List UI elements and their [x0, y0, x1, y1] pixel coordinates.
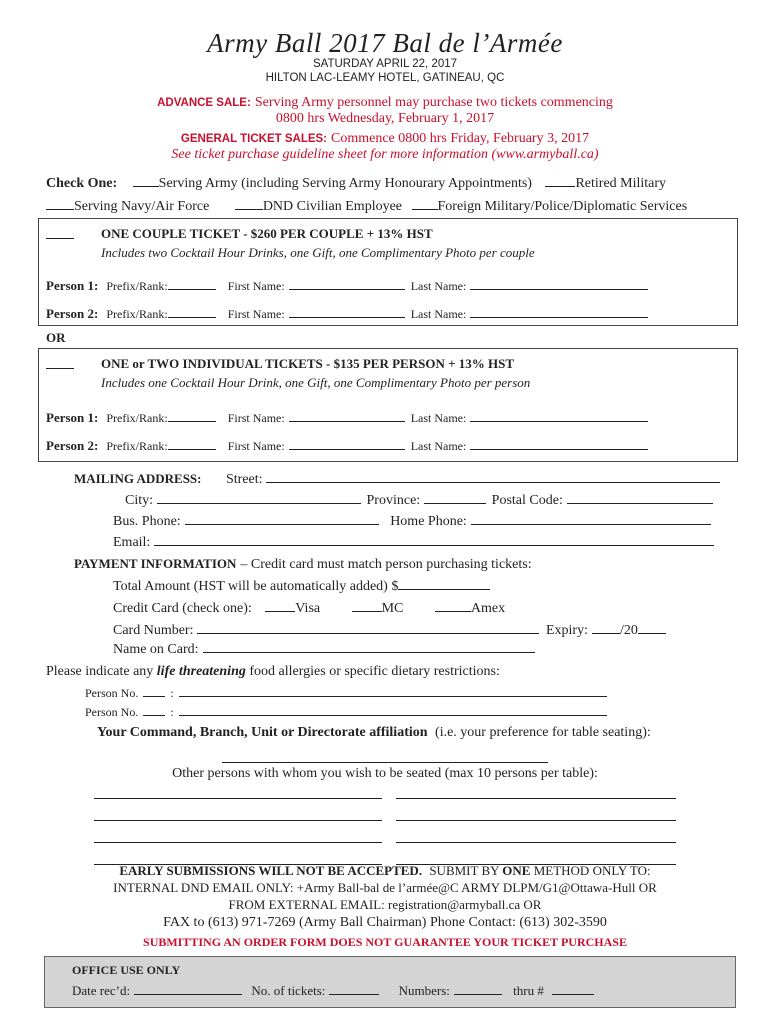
indiv-person-1-label: Person 1:: [46, 410, 99, 425]
numbers-label: Numbers:: [398, 983, 450, 998]
affiliation-label: Your Command, Branch, Unit or Directorate affiliation: [97, 725, 428, 740]
total-amount-field[interactable]: [398, 577, 490, 590]
allergy-colon: :: [170, 686, 174, 700]
expiry-month-field[interactable]: [592, 621, 620, 634]
seated-with-field-4[interactable]: [396, 808, 676, 821]
advance-sale-label: ADVANCE SALE:: [157, 97, 251, 109]
check-retired-military[interactable]: [545, 174, 575, 187]
email-field[interactable]: [154, 533, 714, 546]
office-use-label: OFFICE USE ONLY: [72, 963, 181, 977]
city-row: [125, 491, 713, 509]
check-one-row-2: [46, 197, 687, 215]
seated-with-field-6[interactable]: [396, 830, 676, 843]
postal-code-label: Postal Code:: [491, 493, 563, 508]
affiliation-prompt: [97, 725, 651, 741]
home-phone-field[interactable]: [471, 512, 711, 525]
general-sale-label: GENERAL TICKET SALES:: [180, 133, 328, 145]
couple-person-1-label: Person 1:: [46, 278, 99, 293]
submit-method-text: METHOD ONLY TO:: [533, 863, 651, 878]
couple-p1-last-label: Last Name:: [410, 279, 467, 293]
seated-with-field-2[interactable]: [396, 786, 676, 799]
bus-phone-label: Bus. Phone:: [113, 514, 181, 529]
opt-retired-military: Retired Military: [575, 176, 667, 191]
indiv-p2-prefix-field[interactable]: [168, 437, 216, 450]
indiv-p2-prefix-label: Prefix/Rank:: [106, 439, 168, 453]
check-dnd-civilian[interactable]: [235, 197, 263, 210]
allergy-detail-field-1[interactable]: [179, 684, 607, 697]
city-label: City:: [125, 493, 154, 508]
street-field[interactable]: [266, 470, 720, 483]
allergy-pre: Please indicate any: [46, 664, 154, 679]
submission-line-1: [0, 863, 770, 879]
or-separator: OR: [46, 330, 66, 345]
total-amount-label: Total Amount (HST will be automatically added) $: [113, 579, 399, 594]
allergy-row-2: [85, 703, 607, 720]
couple-ticket-desc: Includes two Cocktail Hour Drinks, one Gift, one Complimentary Photo per couple: [101, 245, 535, 260]
advance-sale-date: 0800 hrs Wednesday, February 1, 2017: [275, 111, 495, 126]
postal-code-field[interactable]: [567, 491, 713, 504]
couple-person-2-row: [46, 305, 648, 323]
payment-note: – Credit card must match person purchasing tickets:: [240, 557, 532, 572]
payment-header: [74, 555, 532, 573]
province-field[interactable]: [424, 491, 486, 504]
submission-fax-phone: FAX to (613) 971-7269 (Army Ball Chairman) Phone Contact: (613) 302-3590: [163, 915, 607, 930]
allergy-prompt: [46, 664, 500, 680]
check-mc[interactable]: [352, 599, 382, 612]
check-one-label: Check One:: [46, 176, 118, 191]
opt-foreign-military: Foreign Military/Police/Diplomatic Services: [437, 199, 688, 214]
num-tickets-label: No. of tickets:: [251, 983, 326, 998]
seated-with-field-3[interactable]: [94, 808, 382, 821]
date-received-field[interactable]: [134, 982, 242, 995]
indiv-p1-first-label: First Name:: [227, 411, 285, 425]
numbers-field[interactable]: [454, 982, 502, 995]
couple-person-1-row: [46, 277, 648, 295]
credit-card-label: Credit Card (check one):: [113, 601, 252, 616]
thru-label: thru #: [513, 983, 544, 998]
couple-p2-first-label: First Name:: [227, 307, 285, 321]
couple-p2-prefix-label: Prefix/Rank:: [106, 307, 168, 321]
thru-field[interactable]: [552, 982, 594, 995]
event-venue: HILTON LAC-LEAMY HOTEL, GATINEAU, QC: [265, 72, 505, 84]
indiv-p1-last-field[interactable]: [470, 409, 648, 422]
check-one-row-1: [46, 174, 666, 192]
allergy-person-no-field-1[interactable]: [143, 684, 165, 697]
allergy-row-1: [85, 684, 607, 701]
check-serving-army[interactable]: [133, 174, 159, 187]
couple-p2-first-field[interactable]: [289, 305, 405, 318]
name-on-card-row: [113, 640, 535, 658]
couple-p1-last-field[interactable]: [470, 277, 648, 290]
individual-ticket-desc: Includes one Cocktail Hour Drink, one Gift, one Complimentary Photo per person: [101, 375, 531, 390]
seated-with-field-1[interactable]: [94, 786, 382, 799]
indiv-p1-prefix-label: Prefix/Rank:: [106, 411, 168, 425]
allergy-person-no-label: Person No.: [85, 686, 139, 700]
total-row: [113, 577, 490, 595]
payment-label: PAYMENT INFORMATION: [74, 556, 237, 571]
mailing-address-label: MAILING ADDRESS:: [74, 471, 202, 486]
street-label: Street:: [226, 472, 263, 487]
opt-serving-army: Serving Army (including Serving Army Honourary Appointments): [158, 176, 532, 191]
check-couple-ticket[interactable]: [46, 226, 74, 239]
affiliation-field[interactable]: [222, 750, 548, 763]
submission-external-email: FROM EXTERNAL EMAIL: registration@armyball.ca OR: [228, 897, 542, 912]
expiry-year-field[interactable]: [638, 621, 666, 634]
affiliation-note: (i.e. your preference for table seating):: [435, 725, 651, 740]
general-sale-line: [0, 129, 770, 147]
couple-ticket-title: ONE COUPLE TICKET - $260 PER COUPLE + 13% HST: [101, 226, 433, 241]
guideline-note: See ticket purchase guideline sheet for more information (www.armyball.ca): [171, 147, 599, 162]
allergy-emphasis: life threatening: [156, 664, 246, 679]
card-number-label: Card Number:: [113, 623, 194, 638]
home-phone-label: Home Phone:: [390, 514, 467, 529]
check-navy-airforce[interactable]: [46, 197, 74, 210]
indiv-p1-last-label: Last Name:: [410, 411, 467, 425]
mc-label: MC: [381, 601, 404, 616]
seated-with-prompt: Other persons with whom you wish to be seated (max 10 persons per table):: [172, 766, 598, 781]
check-amex[interactable]: [435, 599, 471, 612]
expiry-label: Expiry:: [545, 623, 588, 638]
allergy-person-no-field-2[interactable]: [143, 703, 165, 716]
num-tickets-field[interactable]: [329, 982, 379, 995]
couple-p1-prefix-field[interactable]: [168, 277, 216, 290]
early-submissions-note: EARLY SUBMISSIONS WILL NOT BE ACCEPTED.: [119, 863, 423, 878]
indiv-p1-first-field[interactable]: [289, 409, 405, 422]
allergy-detail-field-2[interactable]: [179, 703, 607, 716]
opt-dnd-civilian: DND Civilian Employee: [262, 199, 403, 214]
event-date: SATURDAY APRIL 22, 2017: [312, 58, 458, 70]
visa-label: Visa: [295, 601, 321, 616]
check-foreign-military[interactable]: [412, 197, 438, 210]
couple-p2-last-label: Last Name:: [410, 307, 467, 321]
couple-p1-prefix-label: Prefix/Rank:: [106, 279, 168, 293]
opt-navy-airforce: Serving Navy/Air Force: [74, 199, 210, 214]
name-on-card-field[interactable]: [203, 640, 535, 653]
email-row: [113, 533, 714, 551]
indiv-person-1-row: [46, 409, 648, 427]
submit-by-text: SUBMIT BY: [429, 863, 500, 878]
submit-one-emphasis: ONE: [502, 863, 531, 878]
office-use-fields: [72, 982, 594, 999]
general-sale-text: Commence 0800 hrs Friday, February 3, 2017: [331, 131, 590, 146]
city-field[interactable]: [157, 491, 361, 504]
allergy-person-no-label-2: Person No.: [85, 705, 139, 719]
expiry-year-prefix: /20: [619, 623, 638, 638]
bus-phone-field[interactable]: [185, 512, 379, 525]
couple-p1-first-label: First Name:: [227, 279, 285, 293]
card-number-field[interactable]: [197, 621, 539, 634]
province-label: Province:: [366, 493, 421, 508]
couple-person-2-label: Person 2:: [46, 306, 99, 321]
seated-with-field-5[interactable]: [94, 830, 382, 843]
credit-card-row: [113, 599, 505, 617]
submission-internal-email: INTERNAL DND EMAIL ONLY: +Army Ball-bal de l’armée@C ARMY DLPM/G1@Ottawa-Hull OR: [113, 880, 657, 895]
indiv-p2-last-field[interactable]: [470, 437, 648, 450]
individual-ticket-title: ONE or TWO INDIVIDUAL TICKETS - $135 PER PERSON + 13% HST: [101, 356, 515, 371]
advance-sale-line: [0, 93, 770, 111]
no-guarantee-warning: SUBMITTING AN ORDER FORM DOES NOT GUARANTEE YOUR TICKET PURCHASE: [143, 935, 627, 949]
phone-row: [113, 512, 711, 530]
indiv-p2-first-field[interactable]: [289, 437, 405, 450]
indiv-p2-first-label: First Name:: [227, 439, 285, 453]
email-label: Email:: [113, 535, 151, 550]
couple-p2-last-field[interactable]: [470, 305, 648, 318]
advance-sale-text: Serving Army personnel may purchase two tickets commencing: [254, 95, 613, 110]
couple-p1-first-field[interactable]: [289, 277, 405, 290]
date-received-label: Date rec’d:: [72, 983, 131, 998]
amex-label: Amex: [470, 601, 506, 616]
allergy-post: food allergies or specific dietary restrictions:: [249, 664, 500, 679]
couple-p2-prefix-field[interactable]: [168, 305, 216, 318]
form-title: Army Ball 2017 Bal de l’Armée: [207, 28, 563, 58]
indiv-p1-prefix-field[interactable]: [168, 409, 216, 422]
check-individual-ticket[interactable]: [46, 356, 74, 369]
street-row: [226, 470, 720, 488]
indiv-p2-last-label: Last Name:: [410, 439, 467, 453]
allergy-colon-2: :: [170, 705, 174, 719]
name-on-card-label: Name on Card:: [113, 642, 199, 657]
card-number-row: [113, 621, 666, 639]
indiv-person-2-row: [46, 437, 648, 455]
indiv-person-2-label: Person 2:: [46, 438, 99, 453]
check-visa[interactable]: [265, 599, 295, 612]
